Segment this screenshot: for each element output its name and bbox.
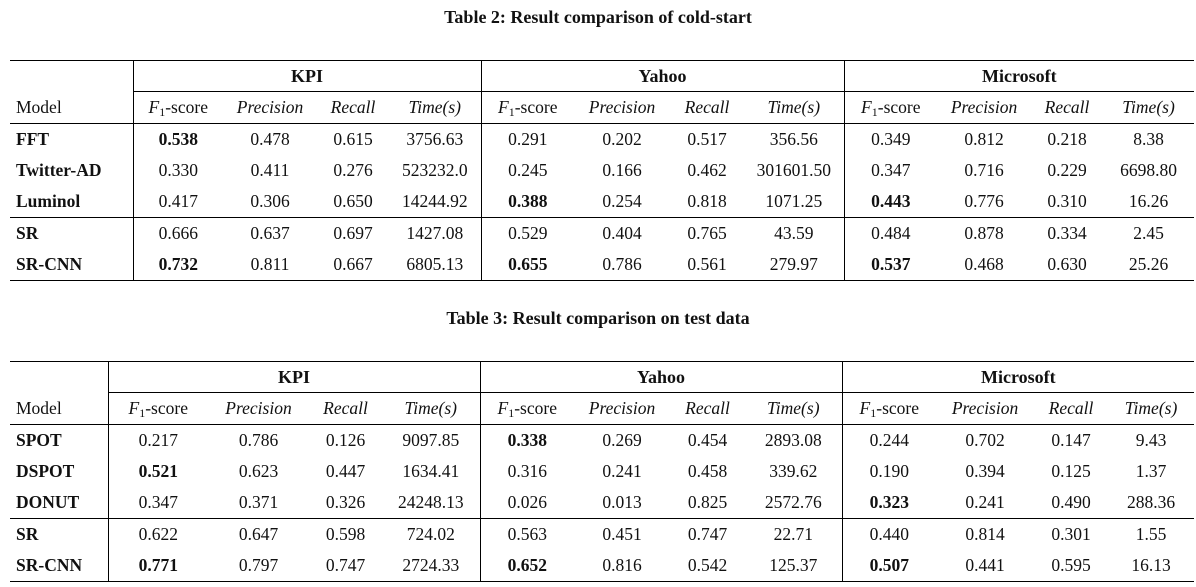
cell: 0.330 [133,155,223,186]
table2-header-precision: Precision [223,92,317,124]
cell: 0.443 [844,186,937,218]
cell: 0.716 [964,160,1004,180]
cell: 0.630 [1031,249,1103,281]
cell: 0.458 [687,461,728,481]
cell: 0.462 [687,160,727,180]
cell: 0.637 [223,218,317,250]
cell: 0.598 [309,519,382,551]
cell: 0.326 [325,492,366,512]
cell: 24248.13 [397,492,464,512]
cell: 0.190 [842,456,936,487]
cell: 1634.41 [402,461,460,481]
cell: 0.334 [1031,218,1103,250]
cell: 0.786 [238,430,279,450]
cell: 0.388 [481,186,574,218]
cell: 0.697 [317,218,389,250]
cell: 43.59 [744,218,844,250]
cell: 0.478 [250,129,290,149]
cell: 1071.25 [765,191,823,211]
cell: 9097.85 [402,430,460,450]
model-name: DSPOT [16,461,75,481]
table3-header-recall: Recall [1034,393,1108,425]
table3-header-precision: Precision [208,393,309,425]
table-row [10,519,1194,551]
cell: 0.451 [574,519,670,551]
model-name: SR-CNN [10,550,108,582]
cell: 279.97 [744,249,844,281]
table2-header-recall: Recall [317,92,389,124]
cell: 0.561 [670,249,744,281]
table3-group-microsoft: Microsoft [842,362,1194,393]
table3 [10,361,1194,582]
table-row [10,218,1194,250]
cell: 0.245 [481,155,574,186]
cell: 301601.50 [756,160,831,180]
cell: 0.825 [687,492,728,512]
cell: 0.797 [208,550,309,582]
cell: 0.404 [574,218,670,250]
cell: 0.349 [844,124,937,156]
table2-model-header: Model [10,92,133,124]
cell: 288.36 [1126,492,1176,512]
cell: 0.537 [844,249,937,281]
table-row [10,249,1194,281]
table-row [10,186,1194,218]
cell: 0.484 [844,218,937,250]
cell: 1.37 [1135,461,1167,481]
table-row [10,487,1194,519]
table3-header-recall: Recall [670,393,745,425]
cell: 356.56 [769,129,818,149]
model-name: Luminol [16,191,81,211]
cell: 0.776 [964,191,1004,211]
cell: 0.440 [842,519,936,551]
cell: 2893.08 [764,430,822,450]
cell: 25.26 [1103,249,1194,281]
cell: 0.013 [602,492,642,512]
model-name: SR-CNN [10,249,133,281]
cell: 339.62 [769,461,818,481]
table2-header-time: Time(s) [389,92,481,124]
table2-header-time: Time(s) [1103,92,1194,124]
table2-group-kpi: KPI [133,61,481,92]
cell: 0.667 [317,249,389,281]
table2-corner [10,61,133,92]
model-name: SPOT [16,430,62,450]
cell: 0.347 [108,487,208,519]
cell: 0.316 [480,456,574,487]
table2 [10,60,1194,281]
table-row [10,124,1194,156]
cell: 0.490 [1051,492,1091,512]
cell: 0.166 [602,160,642,180]
cell: 0.595 [1034,550,1108,582]
cell: 0.411 [250,160,290,180]
cell: 0.816 [574,550,670,582]
cell: 1427.08 [389,218,481,250]
table-row [10,155,1194,186]
cell: 0.026 [480,487,574,519]
model-name: SR [10,218,133,250]
table3-header-time: Time(s) [382,393,480,425]
cell: 0.786 [574,249,670,281]
table3-group-kpi: KPI [108,362,480,393]
cell: 6698.80 [1120,160,1177,180]
cell: 0.529 [481,218,574,250]
cell: 0.323 [842,487,936,519]
cell: 0.647 [208,519,309,551]
table2-header-f1: $F_1$-score [844,92,937,124]
cell: 1.55 [1108,519,1194,551]
cell: 14244.92 [401,191,468,211]
cell: 0.622 [108,519,208,551]
table3-header-time: Time(s) [745,393,842,425]
cell: 0.732 [133,249,223,281]
cell: 0.301 [1034,519,1108,551]
cell: 0.468 [937,249,1031,281]
cell: 0.241 [965,492,1005,512]
cell: 0.666 [133,218,223,250]
table2-header-f1: $F_1$-score [481,92,574,124]
cell: 0.276 [333,160,373,180]
cell: 0.306 [250,191,290,211]
table3-header-precision: Precision [574,393,670,425]
cell: 0.623 [238,461,279,481]
cell: 0.241 [602,461,642,481]
cell: 2572.76 [764,492,822,512]
cell: 8.38 [1133,129,1164,149]
cell: 0.338 [480,425,574,457]
cell: 0.652 [480,550,574,582]
table2-group-microsoft: Microsoft [844,61,1194,92]
cell: 0.126 [325,430,366,450]
cell: 0.447 [325,461,366,481]
cell: 0.771 [108,550,208,582]
cell: 0.878 [937,218,1031,250]
cell: 0.244 [842,425,936,457]
cell: 16.26 [1128,191,1169,211]
model-name: FFT [16,129,50,149]
cell: 0.417 [133,186,223,218]
cell: 0.702 [965,430,1005,450]
table3-header-precision: Precision [936,393,1034,425]
cell: 22.71 [745,519,842,551]
model-name: DONUT [16,492,80,512]
cell: 0.765 [670,218,744,250]
cell: 0.125 [1051,461,1091,481]
cell: 0.542 [670,550,745,582]
table2-header-time: Time(s) [744,92,844,124]
cell: 6805.13 [389,249,481,281]
table2-header-recall: Recall [670,92,744,124]
cell: 0.812 [964,129,1004,149]
table-row [10,456,1194,487]
table-row [10,425,1194,457]
cell: 0.441 [936,550,1034,582]
cell: 0.454 [687,430,728,450]
cell: 724.02 [382,519,480,551]
table3-header-f1: $F_1$-score [480,393,574,425]
model-name: Twitter-AD [16,160,102,180]
table3-group-yahoo: Yahoo [480,362,842,393]
cell: 0.507 [842,550,936,582]
table3-header-time: Time(s) [1108,393,1194,425]
cell: 0.218 [1047,129,1087,149]
cell: 0.521 [108,456,208,487]
cell: 0.217 [108,425,208,457]
cell: 0.811 [223,249,317,281]
cell: 0.147 [1051,430,1091,450]
table3-header-f1: $F_1$-score [108,393,208,425]
cell: 3756.63 [406,129,464,149]
cell: 0.615 [333,129,373,149]
cell: 0.747 [309,550,382,582]
cell: 2724.33 [382,550,480,582]
table3-corner [10,362,108,393]
model-name: SR [10,519,108,551]
cell: 0.291 [481,124,574,156]
table2-header-f1: $F_1$-score [133,92,223,124]
cell: 0.202 [602,129,642,149]
cell: 2.45 [1103,218,1194,250]
table2-header-precision: Precision [574,92,670,124]
table3-model-header: Model [10,393,108,425]
cell: 0.254 [602,191,642,211]
cell: 523232.0 [401,160,468,180]
table3-header-f1: $F_1$-score [842,393,936,425]
cell: 0.655 [481,249,574,281]
table2-header-recall: Recall [1031,92,1103,124]
cell: 0.394 [965,461,1005,481]
cell: 0.538 [133,124,223,156]
cell: 9.43 [1135,430,1167,450]
cell: 0.269 [602,430,642,450]
table2-group-yahoo: Yahoo [481,61,844,92]
cell: 125.37 [745,550,842,582]
cell: 16.13 [1108,550,1194,582]
cell: 0.818 [687,191,727,211]
cell: 0.347 [844,155,937,186]
cell: 0.563 [480,519,574,551]
cell: 0.517 [687,129,727,149]
cell: 0.747 [670,519,745,551]
cell: 0.310 [1047,191,1087,211]
table3-header-recall: Recall [309,393,382,425]
table2-caption: Table 2: Result comparison of cold-start [444,7,752,27]
cell: 0.814 [936,519,1034,551]
table2-header-precision: Precision [937,92,1031,124]
cell: 0.371 [238,492,279,512]
cell: 0.650 [333,191,373,211]
table3-caption: Table 3: Result comparison on test data [446,308,750,328]
cell: 0.229 [1047,160,1087,180]
table-row [10,550,1194,582]
